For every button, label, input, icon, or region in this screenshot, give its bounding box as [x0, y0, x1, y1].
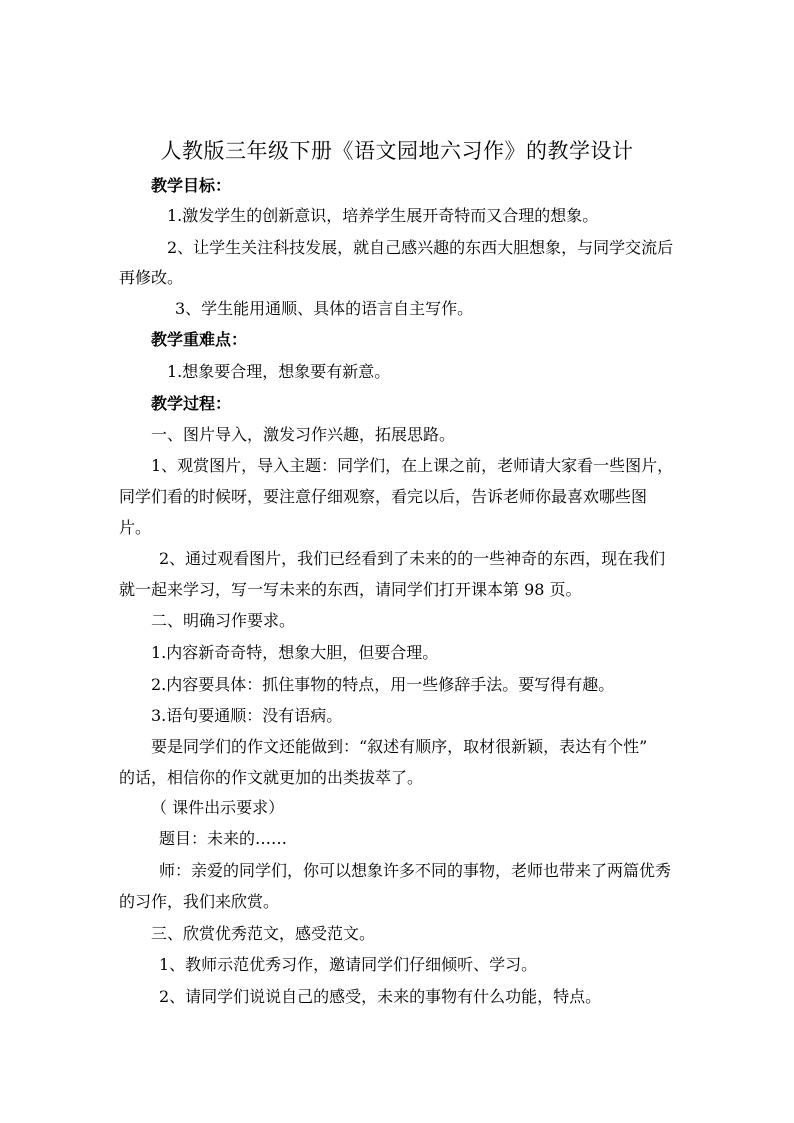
key-point-1: 1.想象要合理，想象要有新意。 — [167, 362, 391, 381]
teacher-line-2: 的习作，我们来欣赏。 — [119, 892, 280, 911]
section-1-item-2-line-1: 2、通过观看图片，我们已经看到了未来的的一些神奇的东西，现在我们 — [159, 549, 666, 568]
section-1-item-1-line-3: 片。 — [119, 518, 152, 537]
section-3-item-1: 1、教师示范优秀习作，邀请同学们仔细倾听、学习。 — [159, 955, 538, 974]
goal-1: 1.激发学生的创新意识，培养学生展开奇特而又合理的想象。 — [167, 206, 599, 225]
requirement-2: 2.内容要具体：抓住事物的特点，用一些修辞手法。要写得有趣。 — [151, 675, 615, 694]
section-1-item-1-line-1: 1、观赏图片，导入主题：同学们，在上课之前，老师请大家看一些图片， — [151, 456, 674, 475]
section-1-heading: 一、图片导入，激发习作兴趣，拓展思路。 — [151, 425, 456, 444]
heading-teaching-goals: 教学目标： — [151, 176, 232, 195]
section-3-heading: 三、欣赏优秀范文，感受范文。 — [151, 924, 376, 943]
section-1-item-2-line-2: 就一起来学习，写一写未来的东西，请同学们打开课本第 98 页。 — [119, 580, 582, 599]
document-title: 人教版三年级下册《语文园地六习作》的教学设计 — [160, 139, 634, 163]
heading-key-points: 教学重难点： — [151, 330, 248, 349]
teacher-line-1: 师：亲爱的同学们，你可以想象许多不同的事物，老师也带来了两篇优秀 — [159, 861, 672, 880]
section-1-item-1-line-2: 同学们看的时候呀，要注意仔细观察，看完以后，告诉老师你最喜欢哪些图 — [119, 487, 648, 506]
section-3-item-2: 2、请同学们说说自己的感受，未来的事物有什么功能，特点。 — [159, 987, 602, 1006]
extra-requirement-line-1: 要是同学们的作文还能做到：“叙述有顺序，取材很新颖，表达有个性” — [151, 737, 648, 756]
courseware-note: （ 课件出示要求） — [151, 798, 285, 817]
section-2-heading: 二、明确习作要求。 — [151, 611, 296, 630]
topic-line: 题目：未来的…… — [159, 829, 288, 848]
goal-2-line-2: 再修改。 — [119, 268, 184, 287]
requirement-3: 3.语句要通顺：没有语病。 — [151, 706, 343, 725]
requirement-1: 1.内容新奇奇特，想象大胆，但要合理。 — [151, 643, 439, 662]
heading-teaching-process: 教学过程： — [151, 394, 232, 413]
goal-2-line-1: 2、让学生关注科技发展，就自己感兴趣的东西大胆想象，与同学交流后 — [167, 238, 674, 257]
extra-requirement-line-2: 的话，相信你的作文就更加的出类拔萃了。 — [119, 768, 424, 787]
goal-3: 3、学生能用通顺、具体的语言自主写作。 — [175, 299, 474, 318]
